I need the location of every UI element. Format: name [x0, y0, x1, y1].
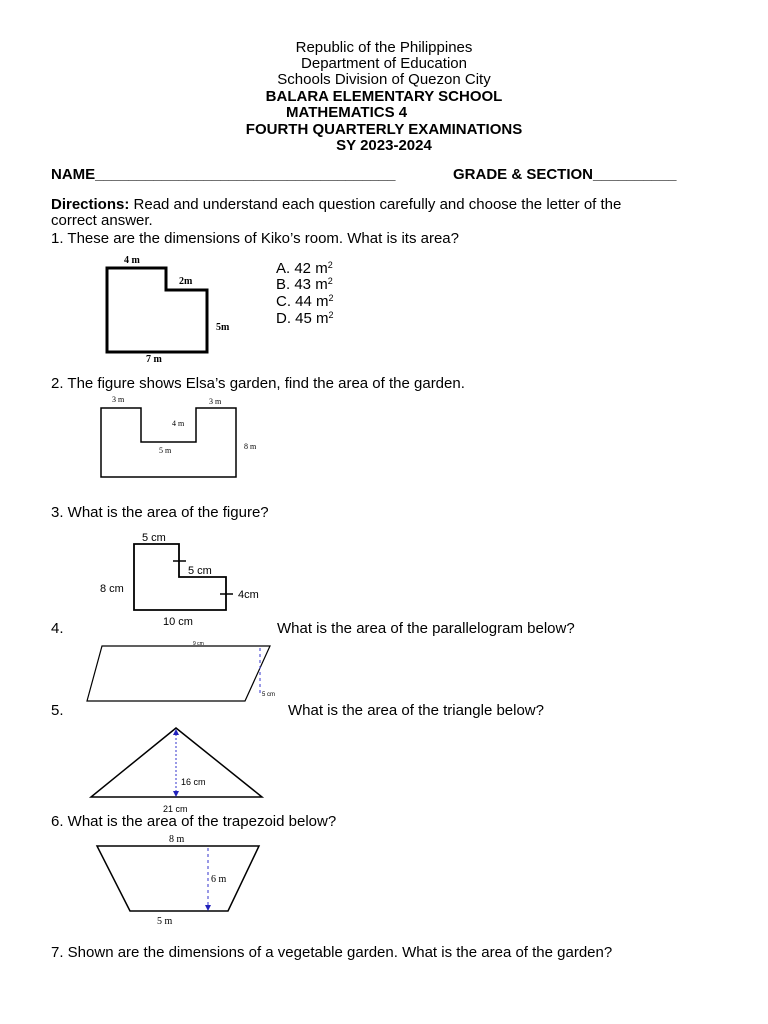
- directions-line-2: correct answer.: [51, 212, 153, 229]
- label-bottom: 7 m: [146, 354, 162, 365]
- directions-label: Directions:: [51, 196, 130, 213]
- label-notch-width: 5 m: [159, 446, 172, 455]
- question-1-option-b: B. 43 $m^2$: [276, 276, 333, 293]
- question-4-text: What is the area of the parallelogram below?: [277, 620, 575, 637]
- question-3-text: 3. What is the area of the figure?: [51, 504, 269, 521]
- label-base: 9 cm: [193, 641, 204, 647]
- question-2-text: 2. The figure shows Elsa’s garden, find the area of the garden.: [51, 375, 465, 392]
- label-top: 4 m: [124, 255, 140, 266]
- grade-section-field: GRADE & SECTION__________: [453, 166, 677, 183]
- label-left: 8 cm: [100, 583, 124, 595]
- header-department: Department of Education: [301, 55, 467, 72]
- question-5-text: What is the area of the triangle below?: [288, 702, 544, 719]
- label-top: 5 cm: [142, 532, 166, 544]
- label-height: 6 m: [211, 874, 227, 885]
- question-1-text: 1. These are the dimensions of Kiko’s room. What is its area?: [51, 230, 459, 247]
- label-base: 21 cm: [163, 804, 188, 814]
- name-field: NAME____________________________________: [51, 166, 396, 183]
- arrow-down-icon: [205, 905, 211, 911]
- label-height: 8 m: [244, 442, 257, 451]
- question-6-text: 6. What is the area of the trapezoid below?: [51, 813, 337, 830]
- label-notch-depth: 4 m: [172, 419, 185, 428]
- question-1-option-d: D. 45 $m^2$: [276, 310, 334, 327]
- header-school: BALARA ELEMENTARY SCHOOL: [265, 88, 503, 105]
- header-republic: Republic of the Philippines: [295, 39, 473, 56]
- header-subject: MATHEMATICS 4: [286, 104, 408, 121]
- question-4-number: 4.: [51, 620, 64, 637]
- header-division: Schools Division of Quezon City: [277, 71, 491, 88]
- label-right: 5m: [216, 322, 230, 333]
- label-step: 5 cm: [188, 565, 212, 577]
- label-right: 4cm: [238, 589, 259, 601]
- label-bottom: 5 m: [157, 916, 173, 927]
- label-height: 16 cm: [181, 777, 206, 787]
- label-bottom: 10 cm: [163, 616, 193, 628]
- directions-text: Read and understand each question carefully and choose the letter of the: [129, 196, 622, 213]
- question-1-option-c: C. 44 $m^2$: [276, 293, 334, 310]
- label-top: 8 m: [169, 834, 185, 845]
- header-exam: FOURTH QUARTERLY EXAMINATIONS: [245, 121, 523, 138]
- label-height: 5 cm: [262, 692, 276, 698]
- question-1-option-a: A. 42 $m^2$: [276, 260, 333, 277]
- question-5-number: 5.: [51, 702, 64, 719]
- trapezoid-shape: [97, 846, 259, 911]
- header-school-year: SY 2023-2024: [336, 137, 432, 154]
- label-top-left: 3 m: [112, 395, 125, 404]
- label-top-right: 3 m: [209, 397, 222, 406]
- label-step: 2m: [179, 276, 193, 287]
- question-7-text: 7. Shown are the dimensions of a vegetable garden. What is the area of the garden?: [51, 944, 613, 961]
